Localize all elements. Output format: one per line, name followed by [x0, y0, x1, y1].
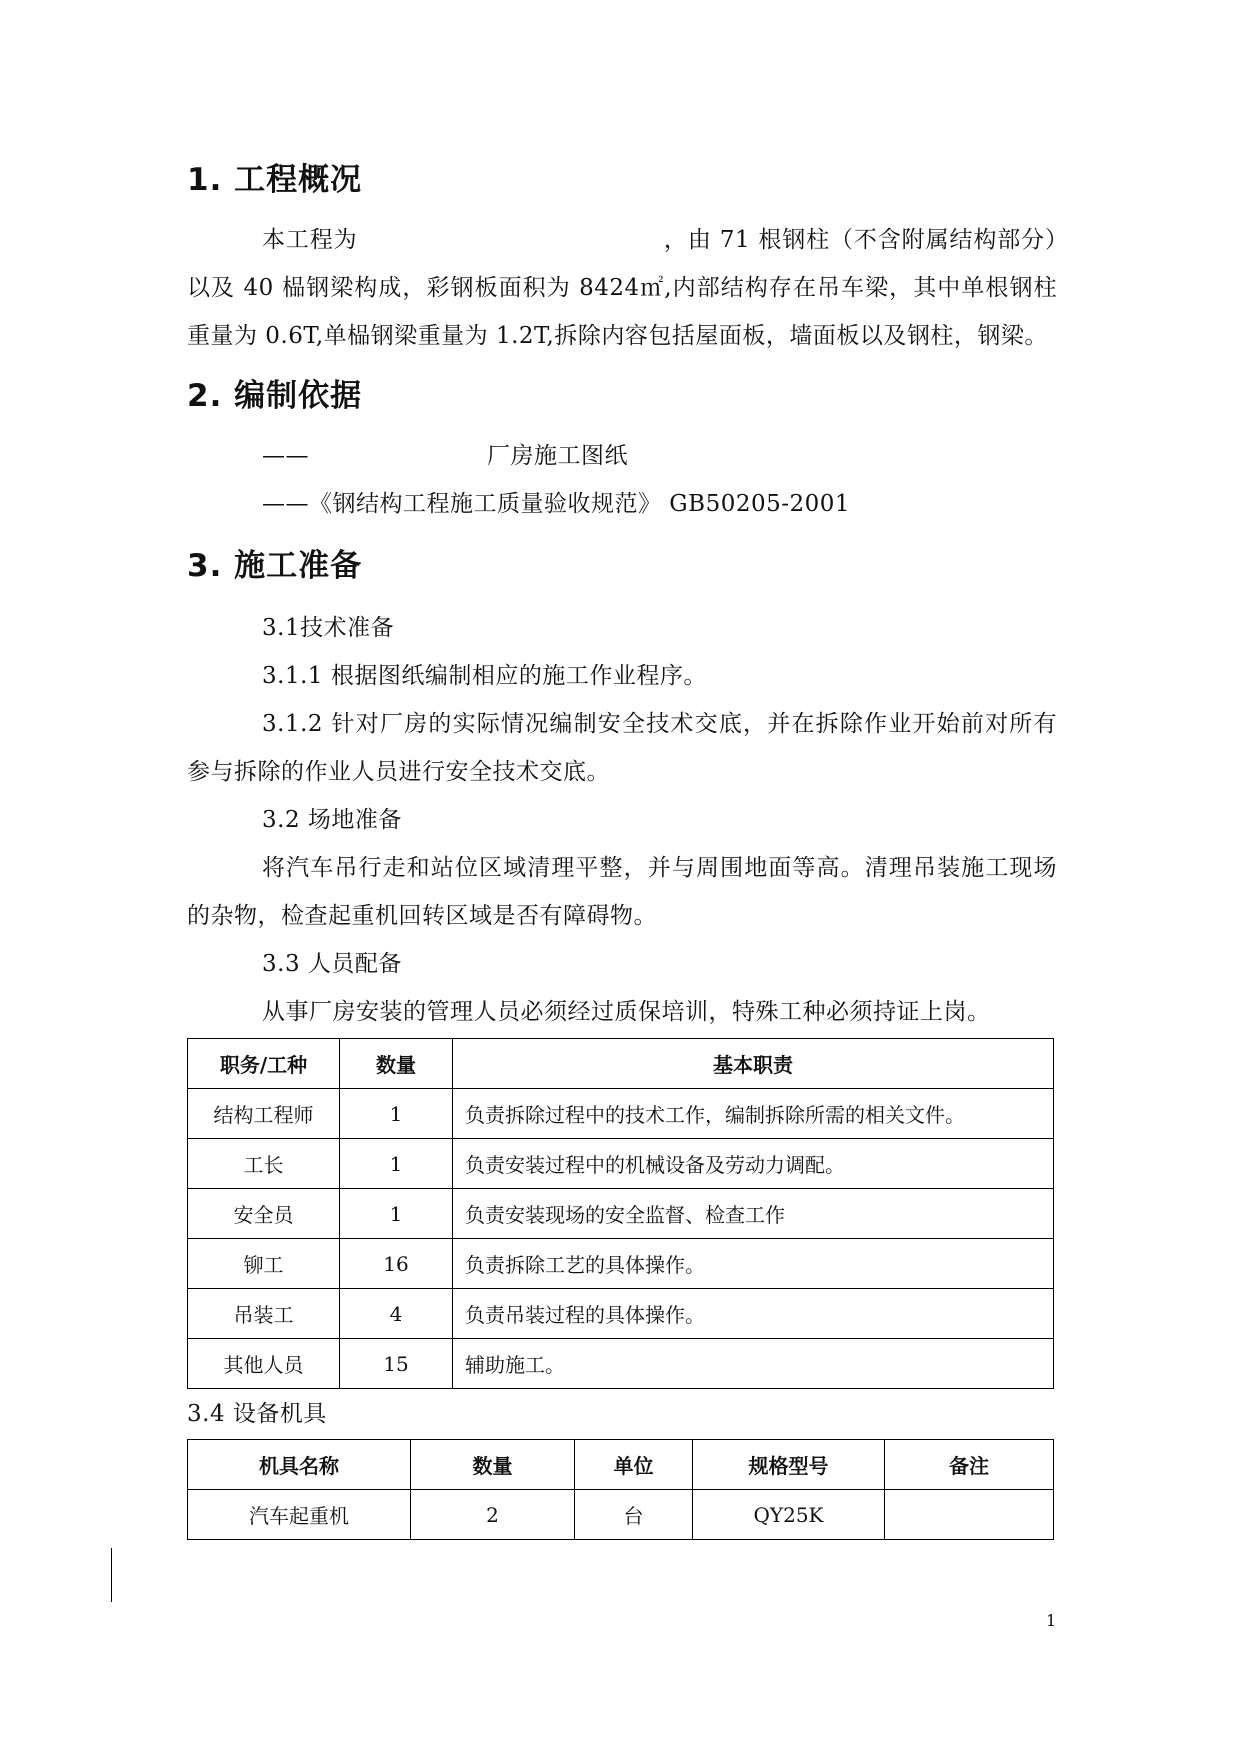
- table-row: [188, 1139, 1054, 1189]
- equip-header-name: 机具名称: [188, 1440, 411, 1490]
- staff-role-cell: 工长: [188, 1139, 340, 1189]
- table-row: [188, 1339, 1054, 1389]
- section-heading-3: 3. 施工准备: [187, 548, 363, 584]
- staff-duty-cell: 负责拆除工艺的具体操作。: [453, 1239, 1054, 1289]
- table-row: [188, 1490, 1054, 1540]
- subheading-3-3: 3.3 人员配备: [262, 951, 402, 977]
- basis-item-1-text: 厂房施工图纸: [487, 443, 628, 469]
- overview-rest: ，由 71 根钢柱（不含附属结构部分）以及 40 榀钢梁构成，彩钢板面积为 8424㎡,内部结构存在吊车梁，其中单根钢柱重量为 0.6T,单榀钢梁重量为 1.2T,拆除内容包括屋面板，墙面板以及钢柱，钢梁。: [187, 227, 1058, 349]
- section-heading-1: 1. 工程概况: [187, 162, 363, 198]
- subheading-3-2: 3.2 场地准备: [262, 807, 402, 833]
- subheading-3-4: 3.4 设备机具: [187, 1401, 327, 1427]
- staff-table-header-row: [188, 1039, 1054, 1089]
- staff-table: [187, 1038, 1054, 1389]
- basis-item-1-dash: ——: [262, 443, 309, 469]
- staff-role-cell: 结构工程师: [188, 1089, 340, 1139]
- site-prep-paragraph: 将汽车吊行走和站位区域清理平整，并与周围地面等高。清理吊装施工现场的杂物，检查起重机回转区域是否有障碍物。: [187, 855, 1057, 929]
- staff-role-cell: 吊装工: [188, 1289, 340, 1339]
- table-row: [188, 1239, 1054, 1289]
- staff-duty-cell: 负责拆除过程中的技术工作，编制拆除所需的相关文件。: [453, 1089, 1054, 1139]
- staffing-paragraph: 从事厂房安装的管理人员必须经过质保培训，特殊工种必须持证上岗。: [262, 999, 991, 1025]
- staff-count-cell: 16: [340, 1239, 453, 1289]
- staff-header-duty: 基本职责: [453, 1039, 1054, 1089]
- equip-model-cell: QY25K: [693, 1490, 885, 1540]
- staff-count-cell: 1: [340, 1089, 453, 1139]
- staff-duty-cell: 负责安装过程中的机械设备及劳动力调配。: [453, 1139, 1054, 1189]
- equipment-table-header-row: [188, 1440, 1054, 1490]
- basis-item-2: ——《钢结构工程施工质量验收规范》 GB50205-2001: [262, 491, 851, 517]
- staff-count-cell: 15: [340, 1339, 453, 1389]
- staff-count-cell: 4: [340, 1289, 453, 1339]
- equip-header-count: 数量: [411, 1440, 575, 1490]
- staff-duty-cell: 负责安装现场的安全监督、检查工作: [453, 1189, 1054, 1239]
- table-row: [188, 1289, 1054, 1339]
- staff-role-cell: 其他人员: [188, 1339, 340, 1389]
- staff-duty-cell: 负责吊装过程的具体操作。: [453, 1289, 1054, 1339]
- staff-role-cell: 铆工: [188, 1239, 340, 1289]
- item-3-1-1: 3.1.1 根据图纸编制相应的施工作业程序。: [262, 663, 707, 689]
- equip-header-model: 规格型号: [693, 1440, 885, 1490]
- margin-change-bar: [111, 1548, 112, 1602]
- staff-header-role: 职务/工种: [188, 1039, 340, 1089]
- item-3-1-2: 3.1.2 针对厂房的实际情况编制安全技术交底，并在拆除作业开始前对所有参与拆除的作业人员进行安全技术交底。: [187, 711, 1057, 785]
- equipment-table: [187, 1439, 1054, 1540]
- section-heading-2: 2. 编制依据: [187, 378, 363, 414]
- equip-count-cell: 2: [411, 1490, 575, 1540]
- overview-paragraph: [187, 216, 1057, 360]
- overview-start: 本工程为: [262, 227, 358, 253]
- staff-role-cell: 安全员: [188, 1189, 340, 1239]
- equip-unit-cell: 台: [575, 1490, 693, 1540]
- page-content: [187, 150, 1057, 1540]
- staff-header-count: 数量: [340, 1039, 453, 1089]
- table-row: [188, 1089, 1054, 1139]
- staff-duty-cell: 辅助施工。: [453, 1339, 1054, 1389]
- equip-header-remark: 备注: [885, 1440, 1054, 1490]
- table-row: [188, 1189, 1054, 1239]
- equip-remark-cell: [885, 1490, 1054, 1540]
- subheading-3-1: 3.1技术准备: [262, 615, 395, 641]
- staff-count-cell: 1: [340, 1189, 453, 1239]
- page-number: 1: [1046, 1611, 1057, 1630]
- equip-name-cell: 汽车起重机: [188, 1490, 411, 1540]
- basis-item-1: [187, 432, 1057, 480]
- staff-count-cell: 1: [340, 1139, 453, 1189]
- equip-header-unit: 单位: [575, 1440, 693, 1490]
